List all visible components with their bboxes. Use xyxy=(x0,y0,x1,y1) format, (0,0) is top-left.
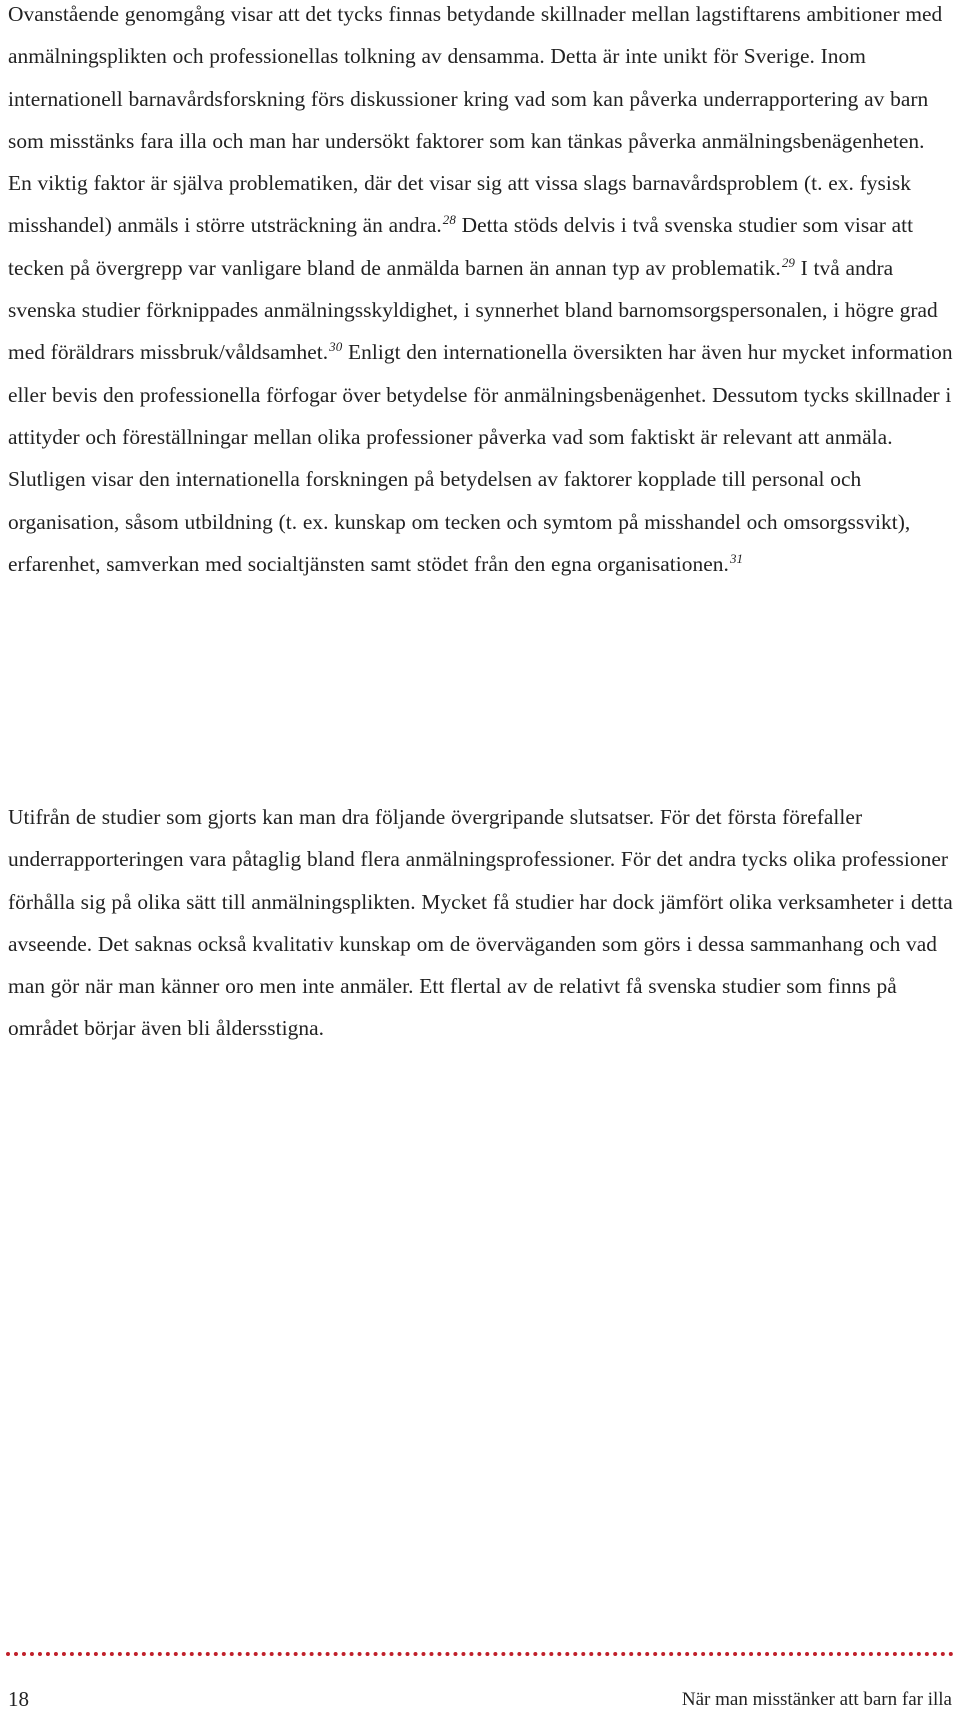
paragraph-text: Enligt den internationella översikten har även hur mycket information eller bevis den professionella förfogar över betydelse för anmälningsbenägenhet. Dessutom tycks skillnader i attityder och föreställningar mellan olika professioner påverka vad som faktiskt är relevant att anmäla. Slutligen visar den internationella forskningen på betydelsen av faktorer kopplade till personal och organisation, såsom utbildning (t. ex. kunskap om tecken och symtom på misshandel och omsorgssvikt), erfarenhet, samverkan med socialtjänsten samt stödet från den egna organisationen. xyxy=(8,340,953,576)
footnote-reference-31[interactable]: 31 xyxy=(729,550,744,566)
running-title: När man misstänker att barn far illa xyxy=(681,1689,952,1710)
page-number: 18 xyxy=(8,1687,29,1711)
footnote-reference-30[interactable]: 30 xyxy=(329,339,343,355)
footnote-reference-28[interactable]: 28 xyxy=(442,212,456,228)
paragraph-text: Utifrån de studier som gjorts kan man dra följande övergripande slutsatser. För det första förefaller underrapporteringen vara påtaglig bland flera anmälningsprofessioner. För det andra tycks olika professioner förhålla sig på olika sätt till anmälningsplikten. Mycket få studier har dock jämfört olika verksamheter i detta avseende. Det saknas också kvalitativ kunskap om de överväganden som görs i dessa sammanhang och vad man gör när man känner oro men inte anmäler. Ett flertal av de relativt få svenska studier som finns på området börjar även bli åldersstigna. xyxy=(8,805,953,1041)
paragraph-text: Detta stöds delvis i två svenska studier som visar att tecken på övergrepp var vanligare bland de anmälda barnen än annan typ av problematik. xyxy=(8,213,914,280)
body-paragraph-2 xyxy=(8,796,953,1050)
paragraph-text: I två andra svenska studier förknippades anmälningsskyldighet, i synnerhet bland barnomsorgspersonalen, i högre grad med föräldrars missbruk/våldsamhet. xyxy=(8,255,938,365)
body-paragraph-1 xyxy=(8,0,953,585)
paragraph-text: Ovanstående genomgång visar att det tycks finnas betydande skillnader mellan lagstiftarens ambitioner med anmälningsplikten och professionellas tolkning av densamma. Detta är inte unikt för Sverige. Inom internationell barnavårdsforskning förs diskussioner kring vad som kan påverka underrapportering av barn som misstänks fara illa och man har undersökt faktorer som kan tänkas påverka anmälningsbenägenheten. En viktig faktor är själva problematiken, där det visar sig att vissa slags barnavårdsproblem (t. ex. fysisk misshandel) anmäls i större utsträckning än andra. xyxy=(8,2,943,238)
footnote-reference-29[interactable]: 29 xyxy=(781,254,795,270)
footer-dotted-rule xyxy=(6,1652,954,1656)
